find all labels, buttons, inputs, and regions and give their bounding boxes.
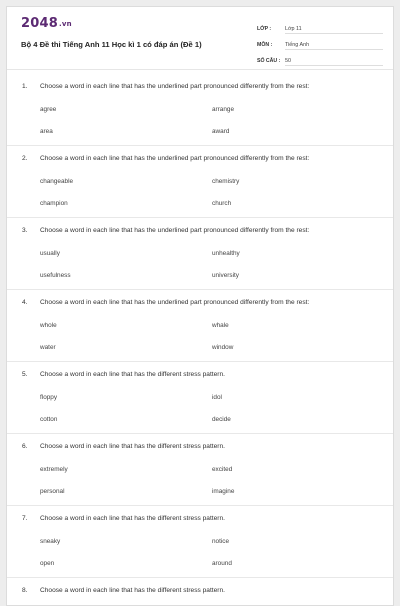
question-text: Choose a word in each line that has the different stress pattern.	[40, 371, 225, 378]
question-number: 7.	[22, 515, 28, 522]
answer-option[interactable]: around	[212, 560, 232, 567]
meta-label: MÔN :	[257, 42, 273, 48]
question-text: Choose a word in each line that has the underlined part pronounced differently from the rest:	[40, 155, 310, 162]
question-text: Choose a word in each line that has the underlined part pronounced differently from the rest:	[40, 299, 310, 306]
answer-option[interactable]: church	[212, 200, 232, 207]
answer-option[interactable]: champion	[40, 200, 68, 207]
question-text: Choose a word in each line that has the different stress pattern.	[40, 587, 225, 594]
meta-row-count	[257, 50, 383, 66]
answer-option[interactable]: water	[40, 344, 56, 351]
document-meta	[257, 18, 383, 66]
meta-value: 50	[285, 58, 383, 66]
answer-option[interactable]: university	[212, 272, 239, 279]
logo-text: 2048	[21, 16, 58, 31]
answer-option[interactable]: changeable	[40, 178, 74, 185]
document-title: Bộ 4 Đề thi Tiếng Anh 11 Học kì 1 có đáp án (Đề 1)	[21, 40, 202, 49]
question-4	[7, 299, 394, 371]
answer-option[interactable]: cotton	[40, 416, 58, 423]
question-number: 2.	[22, 155, 28, 162]
answer-option[interactable]: extremely	[40, 466, 68, 473]
question-divider	[7, 505, 394, 506]
question-list	[7, 83, 394, 606]
meta-value: Lớp 11	[285, 26, 383, 34]
answer-option[interactable]: open	[40, 560, 55, 567]
question-2	[7, 155, 394, 227]
answer-option[interactable]: excited	[212, 466, 233, 473]
answer-option[interactable]: window	[212, 344, 234, 351]
question-divider	[7, 577, 394, 578]
meta-label: SỐ CÂU :	[257, 58, 281, 64]
question-number: 6.	[22, 443, 28, 450]
question-text: Choose a word in each line that has the underlined part pronounced differently from the rest:	[40, 83, 310, 90]
question-5	[7, 371, 394, 443]
answer-option[interactable]: award	[212, 128, 230, 135]
answer-option[interactable]: idol	[212, 394, 222, 401]
meta-row-class	[257, 18, 383, 34]
answer-option[interactable]: personal	[40, 488, 65, 495]
question-text: Choose a word in each line that has the underlined part pronounced differently from the rest:	[40, 227, 310, 234]
meta-value: Tiếng Anh	[285, 42, 383, 50]
answer-option[interactable]: agree	[40, 106, 57, 113]
answer-option[interactable]: unhealthy	[212, 250, 240, 257]
question-8	[7, 587, 394, 606]
question-number: 4.	[22, 299, 28, 306]
question-7	[7, 515, 394, 587]
answer-option[interactable]: whole	[40, 322, 57, 329]
answer-option[interactable]: sneaky	[40, 538, 61, 545]
answer-option[interactable]: arrange	[212, 106, 235, 113]
answer-option[interactable]: notice	[212, 538, 230, 545]
question-divider	[7, 217, 394, 218]
answer-option[interactable]: whale	[212, 322, 229, 329]
meta-label: LỚP :	[257, 26, 272, 32]
meta-row-subject	[257, 34, 383, 50]
question-number: 1.	[22, 83, 28, 90]
question-number: 8.	[22, 587, 28, 594]
document-page	[6, 6, 394, 606]
site-logo[interactable]	[21, 16, 72, 31]
question-text: Choose a word in each line that has the different stress pattern.	[40, 515, 225, 522]
answer-option[interactable]: imagine	[212, 488, 235, 495]
logo-suffix: .vn	[58, 20, 72, 28]
answer-option[interactable]: usefulness	[40, 272, 71, 279]
question-6	[7, 443, 394, 515]
question-number: 5.	[22, 371, 28, 378]
answer-option[interactable]: floppy	[40, 394, 58, 401]
question-number: 3.	[22, 227, 28, 234]
question-3	[7, 227, 394, 299]
question-divider	[7, 289, 394, 290]
question-divider	[7, 145, 394, 146]
question-1	[7, 83, 394, 155]
answer-option[interactable]: area	[40, 128, 53, 135]
question-divider	[7, 361, 394, 362]
answer-option[interactable]: usually	[40, 250, 60, 257]
question-divider	[7, 433, 394, 434]
answer-option[interactable]: decide	[212, 416, 231, 423]
question-text: Choose a word in each line that has the different stress pattern.	[40, 443, 225, 450]
answer-option[interactable]: chemistry	[212, 178, 240, 185]
document-header	[7, 7, 393, 70]
